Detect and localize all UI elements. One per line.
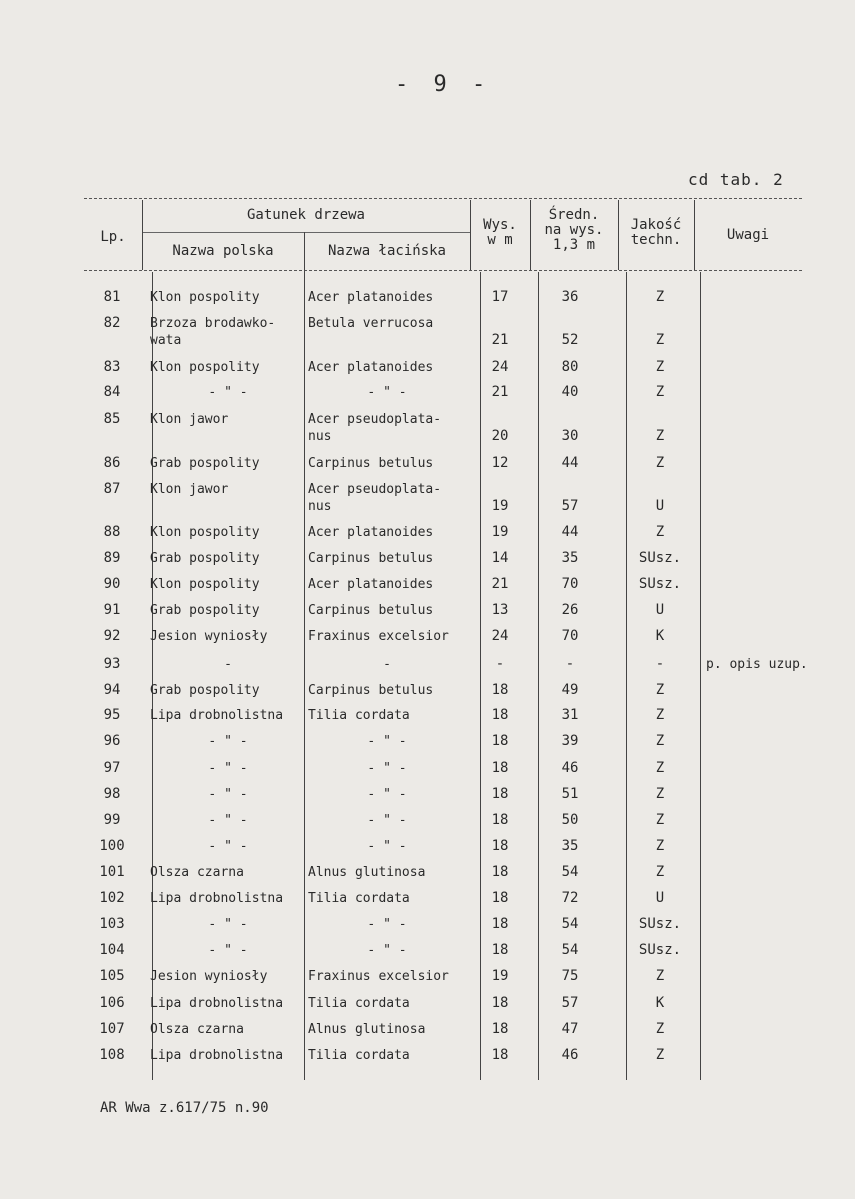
height-cell: 18 bbox=[491, 707, 509, 723]
height-cell: 18 bbox=[491, 838, 509, 854]
polish-name-cell: Jesion wyniosły bbox=[150, 969, 268, 984]
latin-name-cell: - " - bbox=[367, 813, 407, 828]
polish-name-cell: Olsza czarna bbox=[150, 1022, 244, 1037]
height-cell: 18 bbox=[491, 760, 509, 776]
row-number: 89 bbox=[103, 550, 121, 566]
row-number: 99 bbox=[103, 812, 121, 828]
polish-name-cell: Grab pospolity bbox=[150, 683, 260, 698]
quality-cell: SUsz. bbox=[638, 916, 682, 932]
row-number: 100 bbox=[99, 838, 125, 854]
quality-cell: Z bbox=[655, 733, 665, 749]
polish-name-cell: Lipa drobnolistna bbox=[150, 891, 284, 906]
quality-cell: Z bbox=[655, 786, 665, 802]
latin-name-cell: Acer platanoides bbox=[308, 360, 434, 375]
diameter-cell: 70 bbox=[561, 576, 579, 592]
row-number: 102 bbox=[99, 890, 125, 906]
polish-name-cell: Klon pospolity bbox=[150, 360, 260, 375]
latin-name-cell: Alnus glutinosa bbox=[308, 865, 426, 880]
polish-name-cell: - " - bbox=[208, 761, 248, 776]
latin-name-cell: - " - bbox=[367, 787, 407, 802]
polish-name-cell: - " - bbox=[208, 787, 248, 802]
column-divider bbox=[700, 272, 701, 1080]
latin-name-cell: Alnus glutinosa bbox=[308, 1022, 426, 1037]
row-number: 107 bbox=[99, 1021, 125, 1037]
quality-cell: Z bbox=[655, 838, 665, 854]
row-number: 103 bbox=[99, 916, 125, 932]
row-number: 104 bbox=[99, 942, 125, 958]
latin-name-cell: Betula verrucosa bbox=[308, 316, 434, 331]
height-cell: 18 bbox=[491, 995, 509, 1011]
remarks-cell: p. opis uzup. bbox=[706, 657, 808, 672]
quality-cell: U bbox=[655, 602, 665, 618]
height-cell: 14 bbox=[491, 550, 509, 566]
row-number: 98 bbox=[103, 786, 121, 802]
quality-cell: U bbox=[655, 890, 665, 906]
archive-reference: AR Wwa z.617/75 n.90 bbox=[100, 1100, 269, 1116]
latin-name-cell: Fraxinus excelsior bbox=[308, 629, 449, 644]
polish-name-cell: Lipa drobnolistna bbox=[150, 1048, 284, 1063]
diameter-cell: 57 bbox=[561, 498, 579, 514]
diameter-cell: 31 bbox=[561, 707, 579, 723]
quality-cell: Z bbox=[655, 289, 665, 305]
quality-cell: Z bbox=[655, 455, 665, 471]
row-number: 86 bbox=[103, 455, 121, 471]
header-remarks: Uwagi bbox=[726, 227, 770, 243]
polish-name-cell: Grab pospolity bbox=[150, 456, 260, 471]
diameter-cell: 46 bbox=[561, 1047, 579, 1063]
quality-cell: Z bbox=[655, 707, 665, 723]
height-cell: 21 bbox=[491, 384, 509, 400]
quality-cell: Z bbox=[655, 524, 665, 540]
height-cell: 21 bbox=[491, 576, 509, 592]
quality-cell: SUsz. bbox=[638, 576, 682, 592]
polish-name-cell: Brzoza brodawko- bbox=[150, 316, 276, 331]
quality-cell: Z bbox=[655, 812, 665, 828]
height-cell: 13 bbox=[491, 602, 509, 618]
row-number: 105 bbox=[99, 968, 125, 984]
row-number: 84 bbox=[103, 384, 121, 400]
row-number: 95 bbox=[103, 707, 121, 723]
latin-name-cell: - " - bbox=[367, 385, 407, 400]
latin-name-cell: Carpinus betulus bbox=[308, 683, 434, 698]
diameter-cell: 30 bbox=[561, 428, 579, 444]
diameter-cell: 52 bbox=[561, 332, 579, 348]
row-number: 88 bbox=[103, 524, 121, 540]
polish-name-cell: Lipa drobnolistna bbox=[150, 708, 284, 723]
polish-name-cell: - " - bbox=[208, 917, 248, 932]
latin-name-cell: Carpinus betulus bbox=[308, 551, 434, 566]
height-cell: 24 bbox=[491, 359, 509, 375]
height-cell: 18 bbox=[491, 1021, 509, 1037]
quality-cell: Z bbox=[655, 359, 665, 375]
quality-cell: Z bbox=[655, 682, 665, 698]
row-number: 108 bbox=[99, 1047, 125, 1063]
diameter-cell: 47 bbox=[561, 1021, 579, 1037]
height-cell: 24 bbox=[491, 628, 509, 644]
latin-name-cell: - " - bbox=[367, 734, 407, 749]
height-cell: 18 bbox=[491, 812, 509, 828]
diameter-cell: 80 bbox=[561, 359, 579, 375]
quality-cell: Z bbox=[655, 1047, 665, 1063]
row-number: 106 bbox=[99, 995, 125, 1011]
polish-name-cell: Klon jawor bbox=[150, 482, 229, 497]
height-cell: 18 bbox=[491, 890, 509, 906]
row-number: 96 bbox=[103, 733, 121, 749]
height-cell: 19 bbox=[491, 524, 509, 540]
latin-name-cell: Tilia cordata bbox=[308, 1048, 410, 1063]
polish-name-cell: Grab pospolity bbox=[150, 551, 260, 566]
polish-name-cell: - " - bbox=[208, 385, 248, 400]
latin-name-cell: - " - bbox=[367, 839, 407, 854]
height-cell: 21 bbox=[491, 332, 509, 348]
latin-name-cell: Tilia cordata bbox=[308, 891, 410, 906]
height-cell: 18 bbox=[491, 942, 509, 958]
polish-name-cell: - " - bbox=[208, 943, 248, 958]
diameter-cell: 70 bbox=[561, 628, 579, 644]
header-height: Wys. w m bbox=[483, 217, 517, 248]
header-latin-name: Nazwa łacińska bbox=[327, 243, 446, 259]
polish-name-cell: Klon pospolity bbox=[150, 290, 260, 305]
height-cell: 19 bbox=[491, 498, 509, 514]
quality-cell: SUsz. bbox=[638, 550, 682, 566]
table-top-rule bbox=[84, 198, 802, 199]
quality-cell: SUsz. bbox=[638, 942, 682, 958]
row-number: 92 bbox=[103, 628, 121, 644]
diameter-cell: 36 bbox=[561, 289, 579, 305]
latin-name-cell: - " - bbox=[367, 943, 407, 958]
polish-name-cell: - " - bbox=[208, 839, 248, 854]
quality-cell: Z bbox=[655, 864, 665, 880]
header-diameter: Średn. na wys. 1,3 m bbox=[544, 207, 604, 253]
height-cell: 18 bbox=[491, 864, 509, 880]
polish-name-cell: - " - bbox=[208, 813, 248, 828]
polish-name-cell: Olsza czarna bbox=[150, 865, 244, 880]
row-number: 82 bbox=[103, 315, 121, 331]
latin-name-cell: Fraxinus excelsior bbox=[308, 969, 449, 984]
polish-name-cell: - bbox=[224, 657, 232, 672]
polish-name-cell: Lipa drobnolistna bbox=[150, 996, 284, 1011]
latin-name-cell: Acer platanoides bbox=[308, 290, 434, 305]
polish-name-cell: wata bbox=[150, 333, 182, 348]
diameter-cell: 51 bbox=[561, 786, 579, 802]
latin-name-cell: - " - bbox=[367, 917, 407, 932]
height-cell: 18 bbox=[491, 1047, 509, 1063]
quality-cell: Z bbox=[655, 332, 665, 348]
quality-cell: Z bbox=[655, 384, 665, 400]
row-number: 83 bbox=[103, 359, 121, 375]
height-cell: 18 bbox=[491, 916, 509, 932]
latin-name-cell: Acer platanoides bbox=[308, 525, 434, 540]
diameter-cell: - bbox=[565, 656, 575, 672]
row-number: 90 bbox=[103, 576, 121, 592]
diameter-cell: 44 bbox=[561, 524, 579, 540]
quality-cell: Z bbox=[655, 428, 665, 444]
page-number: - 9 - bbox=[395, 72, 492, 97]
diameter-cell: 35 bbox=[561, 550, 579, 566]
diameter-cell: 35 bbox=[561, 838, 579, 854]
row-number: 91 bbox=[103, 602, 121, 618]
header-lp: Lp. bbox=[100, 229, 126, 245]
table-continuation-label: cd tab. 2 bbox=[688, 170, 784, 189]
diameter-cell: 46 bbox=[561, 760, 579, 776]
quality-cell: - bbox=[655, 656, 665, 672]
header-quality: Jakość techn. bbox=[630, 217, 682, 248]
height-cell: 18 bbox=[491, 682, 509, 698]
polish-name-cell: - " - bbox=[208, 734, 248, 749]
quality-cell: Z bbox=[655, 1021, 665, 1037]
header-species-group: Gatunek drzewa bbox=[246, 207, 365, 223]
diameter-cell: 54 bbox=[561, 864, 579, 880]
row-number: 94 bbox=[103, 682, 121, 698]
polish-name-cell: Klon pospolity bbox=[150, 525, 260, 540]
height-cell: 20 bbox=[491, 428, 509, 444]
latin-name-cell: Tilia cordata bbox=[308, 996, 410, 1011]
height-cell: 18 bbox=[491, 733, 509, 749]
diameter-cell: 54 bbox=[561, 942, 579, 958]
height-cell: 19 bbox=[491, 968, 509, 984]
height-cell: 18 bbox=[491, 786, 509, 802]
height-cell: 17 bbox=[491, 289, 509, 305]
polish-name-cell: Klon pospolity bbox=[150, 577, 260, 592]
latin-name-cell: - bbox=[383, 657, 391, 672]
header-bottom-rule bbox=[84, 270, 802, 271]
quality-cell: K bbox=[655, 995, 665, 1011]
diameter-cell: 39 bbox=[561, 733, 579, 749]
row-number: 87 bbox=[103, 481, 121, 497]
diameter-cell: 44 bbox=[561, 455, 579, 471]
latin-name-cell: Carpinus betulus bbox=[308, 456, 434, 471]
diameter-cell: 50 bbox=[561, 812, 579, 828]
latin-name-cell: nus bbox=[308, 499, 332, 514]
header-polish-name: Nazwa polska bbox=[172, 243, 274, 259]
diameter-cell: 49 bbox=[561, 682, 579, 698]
quality-cell: K bbox=[655, 628, 665, 644]
diameter-cell: 57 bbox=[561, 995, 579, 1011]
polish-name-cell: Jesion wyniosły bbox=[150, 629, 268, 644]
quality-cell: U bbox=[655, 498, 665, 514]
latin-name-cell: - " - bbox=[367, 761, 407, 776]
diameter-cell: 75 bbox=[561, 968, 579, 984]
row-number: 81 bbox=[103, 289, 121, 305]
latin-name-cell: Acer pseudoplata- bbox=[308, 482, 442, 497]
row-number: 101 bbox=[99, 864, 125, 880]
polish-name-cell: Grab pospolity bbox=[150, 603, 260, 618]
diameter-cell: 40 bbox=[561, 384, 579, 400]
polish-name-cell: Klon jawor bbox=[150, 412, 229, 427]
latin-name-cell: Acer platanoides bbox=[308, 577, 434, 592]
latin-name-cell: nus bbox=[308, 429, 332, 444]
height-cell: - bbox=[495, 656, 505, 672]
latin-name-cell: Acer pseudoplata- bbox=[308, 412, 442, 427]
height-cell: 12 bbox=[491, 455, 509, 471]
row-number: 97 bbox=[103, 760, 121, 776]
quality-cell: Z bbox=[655, 968, 665, 984]
diameter-cell: 54 bbox=[561, 916, 579, 932]
row-number: 93 bbox=[103, 656, 121, 672]
species-group-rule bbox=[142, 232, 470, 233]
latin-name-cell: Carpinus betulus bbox=[308, 603, 434, 618]
diameter-cell: 26 bbox=[561, 602, 579, 618]
row-number: 85 bbox=[103, 411, 121, 427]
latin-name-cell: Tilia cordata bbox=[308, 708, 410, 723]
diameter-cell: 72 bbox=[561, 890, 579, 906]
quality-cell: Z bbox=[655, 760, 665, 776]
